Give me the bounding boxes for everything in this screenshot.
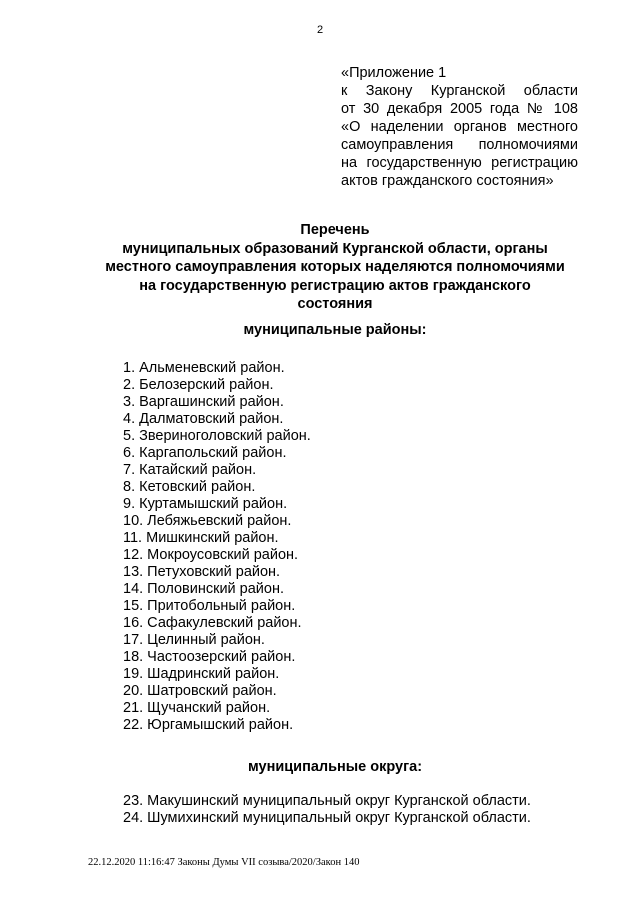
appendix-reference	[341, 64, 578, 190]
appendix-line: «О наделении органов местного	[341, 119, 578, 135]
districts-list	[123, 360, 311, 734]
title-line: Перечень	[300, 222, 370, 238]
list-item: 4. Далматовский район.	[123, 411, 284, 427]
document-title	[60, 221, 610, 314]
title-line: муниципальных образований Курганской области, органы	[122, 240, 548, 257]
footer-timestamp: 22.12.2020 11:16:47 Законы Думы VII созыва/2020/Закон 140	[88, 857, 360, 868]
list-item: 5. Звериноголовский район.	[123, 428, 311, 444]
list-item: 24. Шумихинский муниципальный округ Курганской области.	[123, 810, 531, 826]
list-item: 14. Половинский район.	[123, 581, 285, 597]
list-item: 17. Целинный район.	[123, 632, 265, 648]
list-item: 3. Варгашинский район.	[123, 394, 284, 410]
list-item: 11. Мишкинский район.	[123, 530, 279, 546]
appendix-line: «Приложение 1	[341, 65, 447, 81]
list-item: 18. Частоозерский район.	[123, 649, 296, 665]
appendix-line: на государственную регистрацию	[341, 155, 578, 171]
list-item: 6. Каргапольский район.	[123, 445, 287, 461]
title-line: местного самоуправления которых наделяются полномочиями	[105, 259, 565, 275]
list-item: 15. Притобольный район.	[123, 598, 296, 614]
list-item: 8. Кетовский район.	[123, 479, 256, 495]
page-number: 2	[316, 24, 324, 36]
list-item: 1. Альменевский район.	[123, 360, 285, 376]
appendix-line: к Закону Курганской области	[341, 83, 578, 99]
list-item: 20. Шатровский район.	[123, 683, 277, 699]
list-item: 9. Куртамышский район.	[123, 496, 288, 512]
list-item: 23. Макушинский муниципальный округ Курганской области.	[123, 793, 531, 809]
appendix-line: от 30 декабря 2005 года № 108	[341, 101, 578, 117]
list-item: 7. Катайский район.	[123, 462, 257, 478]
list-item: 13. Петуховский район.	[123, 564, 281, 580]
list-item: 22. Юргамышский район.	[123, 717, 294, 733]
okrugs-heading: муниципальные округа:	[247, 759, 423, 775]
okrugs-list	[123, 793, 531, 827]
list-item: 16. Сафакулевский район.	[123, 615, 302, 631]
list-item: 12. Мокроусовский район.	[123, 547, 299, 563]
title-line: на государственную регистрацию актов гражданского	[139, 277, 531, 294]
title-line: состояния	[297, 296, 373, 312]
list-item: 2. Белозерский район.	[123, 377, 274, 393]
list-item: 21. Щучанский район.	[123, 700, 271, 716]
appendix-line: актов гражданского состояния»	[341, 173, 554, 189]
appendix-line: самоуправления полномочиями	[341, 137, 578, 153]
list-item: 19. Шадринский район.	[123, 666, 280, 682]
list-item: 10. Лебяжьевский район.	[123, 513, 292, 529]
districts-heading: муниципальные районы:	[243, 322, 427, 338]
